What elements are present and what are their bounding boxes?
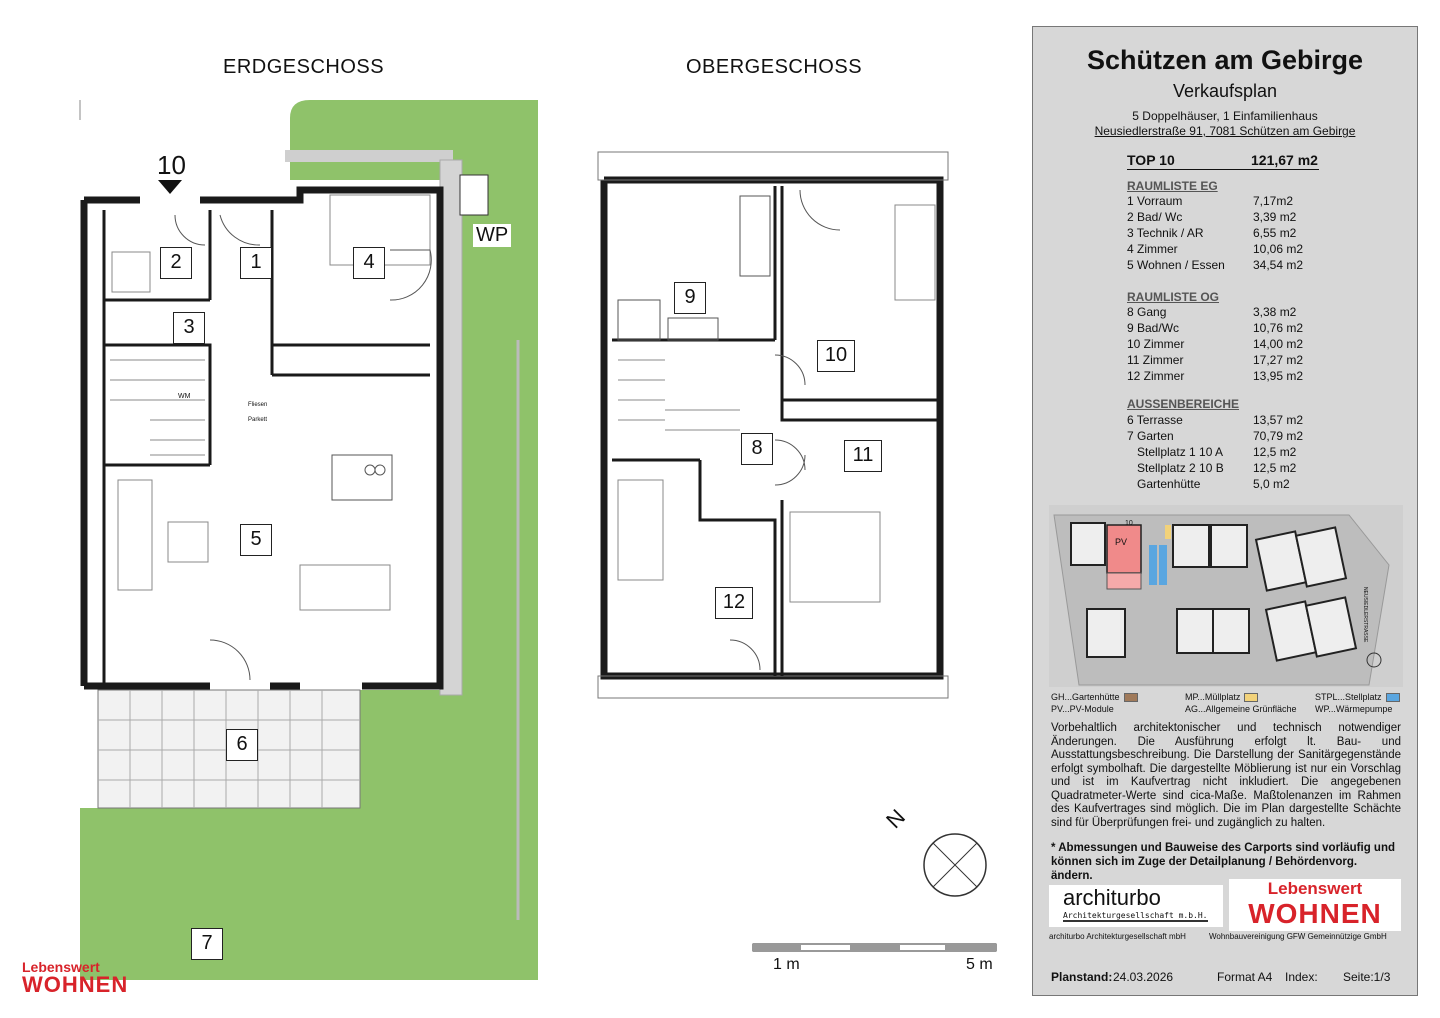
area-name: Stellplatz 1 10 A (1127, 445, 1224, 459)
room-9: 9 (674, 282, 706, 314)
legend-swatch (1244, 693, 1258, 702)
seite-label: Seite:1/3 (1343, 970, 1391, 984)
room-6: 6 (226, 729, 258, 761)
eg-title: ERDGESCHOSS (223, 56, 385, 78)
site-plan (1049, 505, 1403, 687)
room-area: 34,54 m2 (1253, 258, 1304, 272)
site-pv-highlight (1107, 525, 1141, 573)
room-area: 17,27 m2 (1253, 353, 1304, 367)
legend-ag (1185, 704, 1297, 714)
room-11: 11 (844, 440, 882, 472)
area-value: 12,5 m2 (1253, 445, 1297, 459)
eg-row (1127, 210, 1327, 224)
legend-swatch (1124, 693, 1138, 702)
raumliste-eg-heading: RAUMLISTE EG (1127, 179, 1218, 193)
project-subtitle: Verkaufsplan (1172, 81, 1278, 101)
lw-caption: Wohnbauvereinigung GFW Gemeinnützige GmbH (1209, 932, 1387, 941)
site-top-label: 10 (1125, 520, 1133, 527)
room-area: 10,76 m2 (1253, 321, 1304, 335)
room-name: 9 Bad/Wc (1127, 321, 1180, 335)
architurbo-logo (1049, 885, 1223, 927)
legend-text: MP...Müllplatz (1185, 692, 1241, 702)
room-10: 10 (817, 340, 855, 372)
room-2: 2 (160, 247, 192, 279)
info-panel (1032, 26, 1418, 996)
scale-left-label: 1 m (773, 956, 800, 973)
legend-text: GH...Gartenhütte (1051, 692, 1120, 702)
lw-line2: WOHNEN (1248, 898, 1382, 929)
wp-label: WP (473, 224, 511, 247)
room-name: 5 Wohnen / Essen (1127, 258, 1225, 272)
legend-wp (1315, 704, 1392, 714)
brand-small-line2: WOHNEN (22, 972, 129, 997)
room-name: 4 Zimmer (1127, 242, 1178, 256)
wm-label: WM (178, 393, 191, 400)
og-row (1127, 321, 1327, 335)
fliesen-label: Fliesen (248, 402, 268, 408)
room-area: 14,00 m2 (1253, 337, 1304, 351)
legend-pv (1051, 704, 1114, 714)
room-12: 12 (715, 587, 753, 619)
legend-mp (1185, 692, 1258, 702)
top-area: 121,67 m2 (1251, 152, 1318, 168)
room-8: 8 (741, 433, 773, 465)
legend-swatch (1386, 693, 1400, 702)
room-name: 3 Technik / AR (1127, 226, 1204, 240)
eg-row (1127, 242, 1327, 256)
room-3: 3 (173, 312, 205, 344)
area-name: 7 Garten (1127, 429, 1174, 443)
og-row (1127, 369, 1327, 383)
aussen-row (1127, 413, 1327, 427)
legend-stpl (1315, 692, 1400, 702)
scale-right-label: 5 m (966, 956, 993, 973)
area-name: Gartenhütte (1127, 477, 1201, 491)
planstand-date: 24.03.2026 (1113, 970, 1174, 984)
room-area: 3,38 m2 (1253, 305, 1297, 319)
og-row (1127, 305, 1327, 319)
site-street-label: NEUSIEDLERSTRASSE (1362, 587, 1368, 643)
eg-row (1127, 194, 1327, 208)
top-underline (1127, 169, 1319, 170)
area-value: 70,79 m2 (1253, 429, 1304, 443)
room-area: 6,55 m2 (1253, 226, 1297, 240)
eg-row (1127, 258, 1327, 272)
room-name: 2 Bad/ Wc (1127, 210, 1183, 224)
architurbo-sub: Architekturgesellschaft m.b.H. (1063, 911, 1208, 920)
room-area: 7,17m2 (1253, 194, 1294, 208)
project-title: Schützen am Gebirge (1086, 45, 1364, 75)
brand-logo-small (22, 960, 128, 996)
compass-north-label: N (881, 804, 911, 834)
project-address: Neusiedlerstraße 91, 7081 Schützen am Gebirge (1094, 124, 1356, 138)
room-name: 12 Zimmer (1127, 369, 1185, 383)
aussen-row (1127, 445, 1327, 459)
parkett-label: Parkett (248, 417, 268, 423)
og-title: OBERGESCHOSS (686, 56, 863, 78)
architurbo-name: architurbo (1063, 885, 1161, 910)
garden-area (80, 100, 538, 980)
legend-text: WP...Wärmepumpe (1315, 704, 1393, 714)
room-area: 13,95 m2 (1253, 369, 1304, 383)
raumliste-og-heading: RAUMLISTE OG (1127, 290, 1219, 304)
area-value: 13,57 m2 (1253, 413, 1304, 427)
top-marker: 10 (157, 150, 186, 180)
top-label: TOP 10 (1127, 152, 1175, 168)
room-area: 3,39 m2 (1253, 210, 1297, 224)
area-value: 12,5 m2 (1253, 461, 1297, 475)
lebenswert-wohnen-logo (1229, 879, 1401, 931)
planstand-label: Planstand: (1051, 970, 1113, 984)
aussen-row (1127, 429, 1327, 443)
legend-text: STPL...Stellplatz (1315, 692, 1382, 702)
disclaimer-notes: Vorbehaltlich architektonischer und technisch notwendiger Änderungen. Die Ausführung erfolgt lt. Bau- und Ausstattungsbeschreibung. Die Darstellung der Sanitärgegenstände erfolgt symbolhaft. Die dargestellte Möblierung ist nur ein Vorschlag und ist im Kaufvertrag nicht inkludiert. Die angegebenen Quadratmeter-Werte sind cica-Maße. Maßtolenanzen im Rahmen des Kaufvertrages sind möglich. Die im Plan dargestellte Schächte sind für Überprüfungen frei- und zugänglich zu halten. (1051, 722, 1401, 829)
room-name: 8 Gang (1127, 305, 1167, 319)
index-label: Index: (1285, 970, 1318, 984)
lw-line1: Lebenswert (1267, 879, 1363, 898)
room-5: 5 (240, 524, 272, 556)
room-name: 10 Zimmer (1127, 337, 1185, 351)
room-name: 11 Zimmer (1127, 353, 1184, 367)
brand-small-line1: Lebenswert (22, 959, 100, 975)
og-row (1127, 353, 1327, 367)
aussen-row (1127, 477, 1327, 491)
area-value: 5,0 m2 (1253, 477, 1290, 491)
format-label: Format A4 (1217, 970, 1273, 984)
project-description: 5 Doppelhäuser, 1 Einfamilienhaus (1132, 109, 1318, 123)
legend-gh (1051, 692, 1138, 702)
eg-row (1127, 226, 1327, 240)
room-name: 1 Vorraum (1127, 194, 1183, 208)
aussen-heading: AUSSENBEREICHE (1127, 397, 1240, 411)
aussen-row (1127, 461, 1327, 475)
area-name: Stellplatz 2 10 B (1127, 461, 1224, 475)
room-1: 1 (240, 247, 272, 279)
room-7: 7 (191, 928, 223, 960)
room-4: 4 (353, 247, 385, 279)
carport-note: * Abmessungen und Bauweise des Carports sind vorläufig und können sich im Zuge der Detailplanung / Behördenvorg. ändern. (1051, 842, 1395, 882)
architurbo-caption: architurbo Architekturgesellschaft mbH (1049, 932, 1186, 941)
legend-text: PV...PV-Module (1051, 704, 1114, 714)
area-name: 6 Terrasse (1127, 413, 1183, 427)
og-row (1127, 337, 1327, 351)
legend-text: AG...Allgemeine Grünfläche (1185, 704, 1297, 714)
site-pv-label: PV (1115, 537, 1128, 547)
room-area: 10,06 m2 (1253, 242, 1304, 256)
